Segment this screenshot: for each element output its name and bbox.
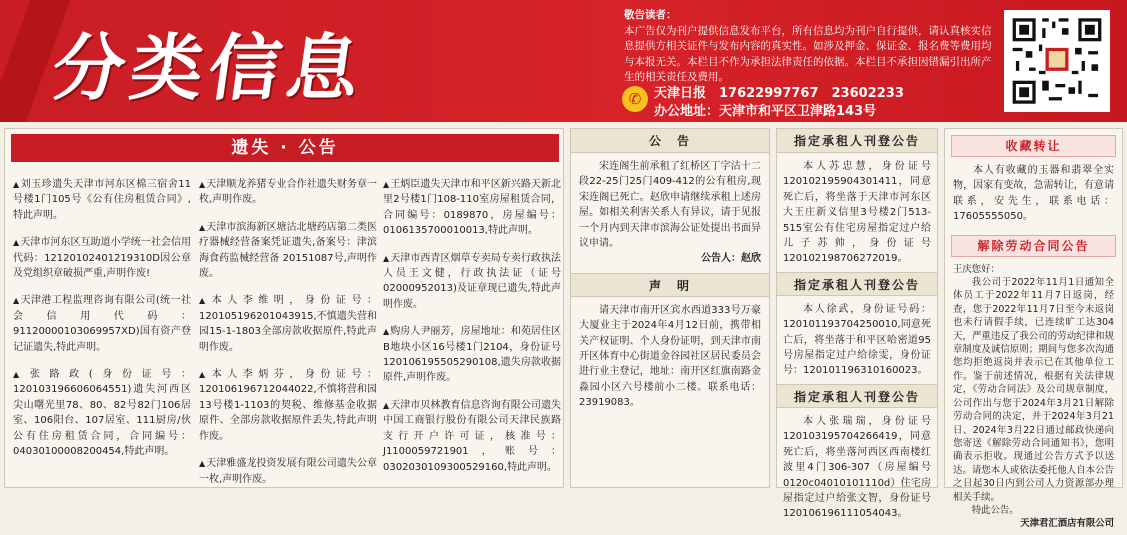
list-item: ▲ 天津市滨海新区塘沽北塘药店第二类医疗器械经营备案凭证遗失,备案号：津滨海食药监械经营备 20151087号,声明作废。 [199,220,377,282]
announcement-body: 宋连阁生前承租了红桥区丁字沽十二段22-25门25门409-412的公有租房,现宋连阁已死亡。赵欣申请继续承租上述房屋。如相关利害关系人有异议，请于见报一个月内到天津市滨海公证处提出书面异议申请。 [579,161,761,250]
lost-column-2 [199,177,377,499]
tenant-heading: 指定承租人刊登公告 [777,384,937,408]
list-item: ▲ 天津顺龙养猪专业合作社遗失财务章一枚,声明作废。 [199,177,377,208]
list-item: ▲ 天津市河东区互助道小学统一社会信用代码：12120102401219310D因公章及党组织章破损严重,声明作废! [13,235,191,281]
labor-tail: 特此公告。 [971,504,1019,516]
list-item: ▲ 刘玉珍遗失天津市河东区棉三宿舍11号楼1门105号《公有住房租赁合同》,特此声明。 [13,177,191,223]
statement-heading: 声 明 [571,273,769,297]
list-item: ▲ 张路政(身份证号：120103196606064551)遗失河西区尖山曙光里78、80、82号82门106居室、106阳台、107居室、111厨房/伙公有住房租赁合同，合同编号：04030100008200454,特此声明。 [13,367,191,459]
statement-body: 请天津市南开区宾水西道333号万豪大厦业主于2024年4月12日前，携带相关产权证明、个人身份证明，到天津市南开区体育中心街道金谷园社区居民委员会进行业主登记，地址：南开区红旗南路金淼园小区六号楼前小二楼。联系电话：23919083。 [579,304,761,409]
labor-salutation: 王庆您好： [953,263,1000,275]
list-item: ▲ 本人李维明，身份证号：120105196201043915,不慎遗失营和园15-1-1803全部房款收据原件,特此声明作废。 [199,293,377,355]
announcement-signature: 公告人：赵欣 [701,253,761,265]
labor-panel [945,261,1122,535]
tenant-heading: 指定承租人刊登公告 [777,272,937,296]
notice-title: 敬告读者： [624,9,677,21]
tenant-body: 本人苏忠慧，身份证号120102195904301411，同意死亡后，将坐落于天津市河东区大王庄新义信里3号楼2门513-515室公有住宅房屋指定过户给儿子苏帅，身份证号120102198706272019。 [783,161,931,265]
labor-signature: 天津君汇酒店有限公司 [1020,518,1114,530]
statement-panel [571,297,769,417]
tenant-notices-column [776,128,938,520]
labor-heading: 解除劳动合同公告 [951,235,1116,257]
lost-notices-heading: 遗失 · 公告 [11,134,559,162]
list-item: ▲ 本人李炳芬，身份证号：120106196712044022,不慎将营和园13号楼1-1103的契税、维修基金收据原件、全部房款收据原件丢失,特此声明作废。 [199,367,377,444]
right-column [944,128,1123,530]
tenant-body: 本人徐武，身份证号码：120101193704250010,同意死亡后，将坐落于和平区哈密道95号房屋指定过户给徐雯，身份证号：120101196310160023。 [783,303,931,377]
tenant-notice [777,408,937,527]
announcement-column [570,128,770,488]
tenant-notice [777,296,937,384]
qr-code-icon [1004,10,1110,112]
lost-column-1 [13,177,191,472]
address-line: 办公地址：天津市和平区卫津路143号 [654,104,877,119]
collect-body: 本人有收藏的玉器和翡翠全实物，因家有变故，急需转让，有意请联系，安先生，联系电话：17605555050。 [953,165,1114,223]
tenant-heading: 指定承租人刊登公告 [777,129,937,153]
collect-heading: 收藏转让 [951,135,1116,157]
classifieds-body [0,124,1127,530]
reader-notice [624,8,996,86]
phone-line: 天津日报 17622997767 23602233 [654,86,904,101]
list-item: ▲ 天津市西青区烟草专卖局专卖行政执法人员王文健，行政执法证（证号02000952013)及证章现已遗失,特此声明作废。 [383,251,561,313]
qr-code-graphic [1009,15,1105,107]
lost-notices-panel [4,128,564,488]
header-banner [0,0,1127,122]
announcement-panel [571,153,769,273]
announcement-heading: 公 告 [571,129,769,153]
list-item: ▲ 天津港工程监理咨询有限公司(统一社会信用代码：91120000103069957XD)国有资产登记证遗失,特此声明。 [13,293,191,355]
list-item: ▲ 王炳臣遗失天津市和平区新兴路天新北里2号楼1门108-110室房屋租赁合同，合同编号：0189870，房屋编号：0106135700010013,特此声明。 [383,177,561,239]
tenant-body: 本人张瑞瑞，身份证号120103195704266419，同意死亡后，将坐落河西区西南楼红波里4门306-307（房屋编号0120c04010101110d）住宅房屋指定过户给张文智，身份证号120106196111054043。 [783,415,931,520]
list-item: ▲ 购房人尹丽芳，房屋地址：和苑居住区B地块小区16号楼1门2104，身份证号120106195505290108,遗失房款收据原件,声明作废。 [383,324,561,386]
lost-column-3 [383,177,561,487]
notice-body: 本广告仅为刊户提供信息发布平台，所有信息均为刊户自行提供，请认真核实信息提供方相关证件与发布内容的真实性。如涉及押金、保证金、报名费等费用均与本报无关。本栏目不作为承担法律责任的依据。本栏目不承担因错漏引出所产生的相关责任及费用。 [624,24,992,83]
list-item: ▲ 天津市贝林教育信息咨询有限公司遗失中国工商银行股份有限公司天津民族路支行开户许可证，核准号：J1100059721901，账号：0302030109300529160,特此声明。 [383,398,561,475]
collect-panel [945,161,1122,229]
phone-icon: ✆ [622,86,648,112]
section-title: 分类信息 [47,26,372,110]
list-item: ▲ 天津雅盛龙投资发展有限公司遗失公章一枚,声明作废。 [199,456,377,487]
tenant-notice [777,153,937,272]
labor-body: 我公司于2022年11月1日通知全体员工于2022年11月7日返岗，经查，您于2022年11月7日至今未返岗也未行请假手续，已连续旷工达304天，严重违反了我公司的劳动纪律和规章制度及诚信原则；期间与您多次沟通您均拒绝返岗并表示已在其他单位工作。鉴于前述情况，根据有关法律规定，《劳动合同法》及公司规章制度，公司作出与您于2024年3月21日解除劳动合同的决定，并于2024年3月21日、2024年3月22日通过邮政快递向您寄送《解除劳动合同通知书》，您明确表示拒收。现通过公告方式予以送达。请您本人或依法委托他人自本公告之日起30日内到公司人力资源部办理相关手续。 [953,277,1114,503]
